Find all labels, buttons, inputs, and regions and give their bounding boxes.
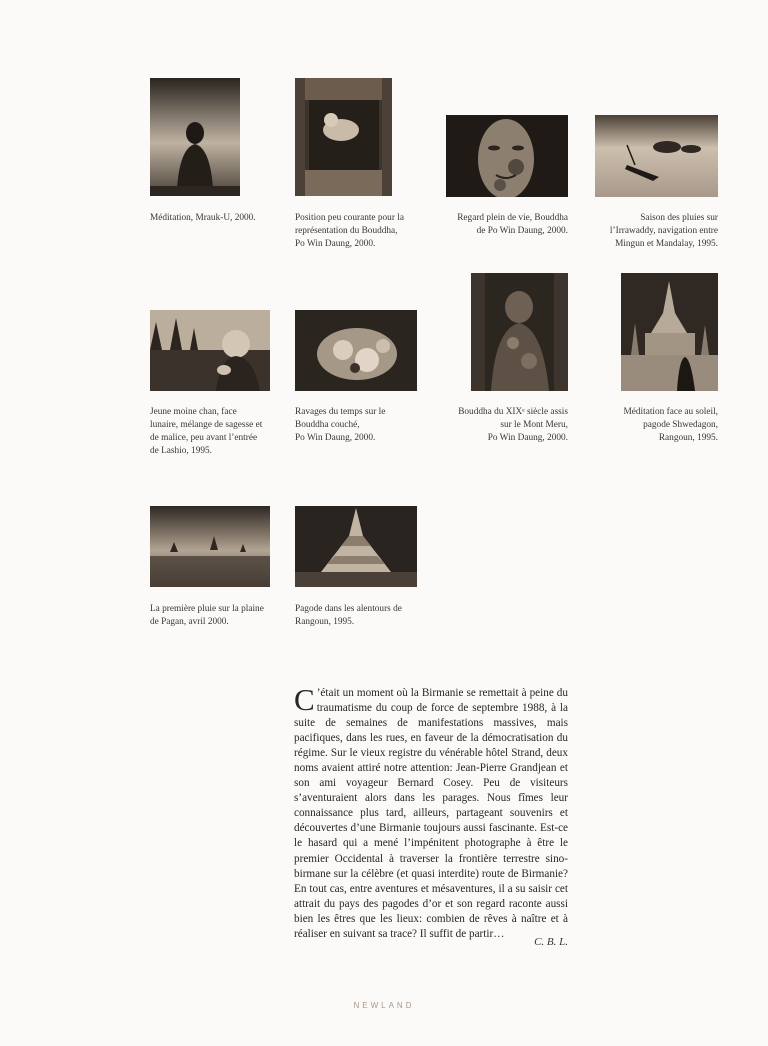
river-boat-photo: [595, 115, 718, 197]
weathered-buddha-photo: [295, 310, 417, 391]
reclining-buddha-photo: [295, 78, 392, 196]
essay-body: ’était un moment où la Birmanie se remettait à peine du traumatisme du coup de force de septembre 1988, à la suite de semaines de manifestations massives, mais pacifiques, dans les rues, en faveur de la démocratisation du régime. Sur le vieux registre du vénérable hôtel Strand, deux noms avaient attiré notre attention: Jean-Pierre Grandjean et son ami voyageur Bernard Cosey. Peu de visiteurs s’aventuraient alors dans les parages. Nous fîmes leur connaissance plus tard, ailleurs, partageant souvenirs et découvertes d’une Birmanie toujours aussi fascinante. Est-ce le hasard qui a mené l’impénitent photographe à être le premier Occidental à traverser la frontière terrestre sino-birmane sur la célèbre (et quasi interdite) route de Birmanie? En tout cas, entre aventures et mésaventures, il a su saisir cet attrait du pays des pagodes d’or et son regard raconte aussi bien les êtres que les lieux: combien de rêves à naître et à réaliser en suivant sa trace? Il suffit de partir…: [294, 687, 568, 940]
signature: C. B. L.: [534, 936, 568, 948]
photo-caption: Jeune moine chan, face lunaire, mélange de sagesse et de malice, peu avant l’entrée de Lashio, 1995.: [150, 407, 263, 456]
photo-caption: Méditation face au soleil, pagode Shwedagon, Rangoun, 1995.: [623, 407, 718, 443]
cave-buddha-photo: [471, 273, 568, 391]
photo-caption: Saison des pluies sur l’Irrawaddy, navigation entre Mingun et Mandalay, 1995.: [609, 213, 718, 249]
essay-text: [294, 682, 568, 942]
photo-caption: Bouddha du XIXᵉ siècle assis sur le Mont Meru, Po Win Daung, 2000.: [458, 407, 568, 443]
stupa-photo: [295, 506, 417, 587]
pagan-plain-photo: [150, 506, 270, 587]
young-monk-photo: [150, 310, 270, 391]
shwedagon-pagoda-photo: [621, 273, 718, 391]
publisher-logo: NEWLAND: [353, 1001, 415, 1010]
photo-caption: Position peu courante pour la représentation du Bouddha, Po Win Daung, 2000.: [295, 213, 404, 249]
drop-cap: C: [294, 682, 315, 717]
seated-buddha-photo: [150, 78, 240, 196]
photo-caption: La première pluie sur la plaine de Pagan, avril 2000.: [150, 604, 264, 627]
photo-caption: Ravages du temps sur le Bouddha couché, Po Win Daung, 2000.: [295, 407, 386, 443]
photo-caption: Pagode dans les alentours de Rangoun, 1995.: [295, 604, 402, 627]
buddha-face-photo: [446, 115, 568, 197]
photo-caption: Regard plein de vie, Bouddha de Po Win Daung, 2000.: [457, 213, 568, 236]
photo-caption: Méditation, Mrauk-U, 2000.: [150, 213, 256, 223]
